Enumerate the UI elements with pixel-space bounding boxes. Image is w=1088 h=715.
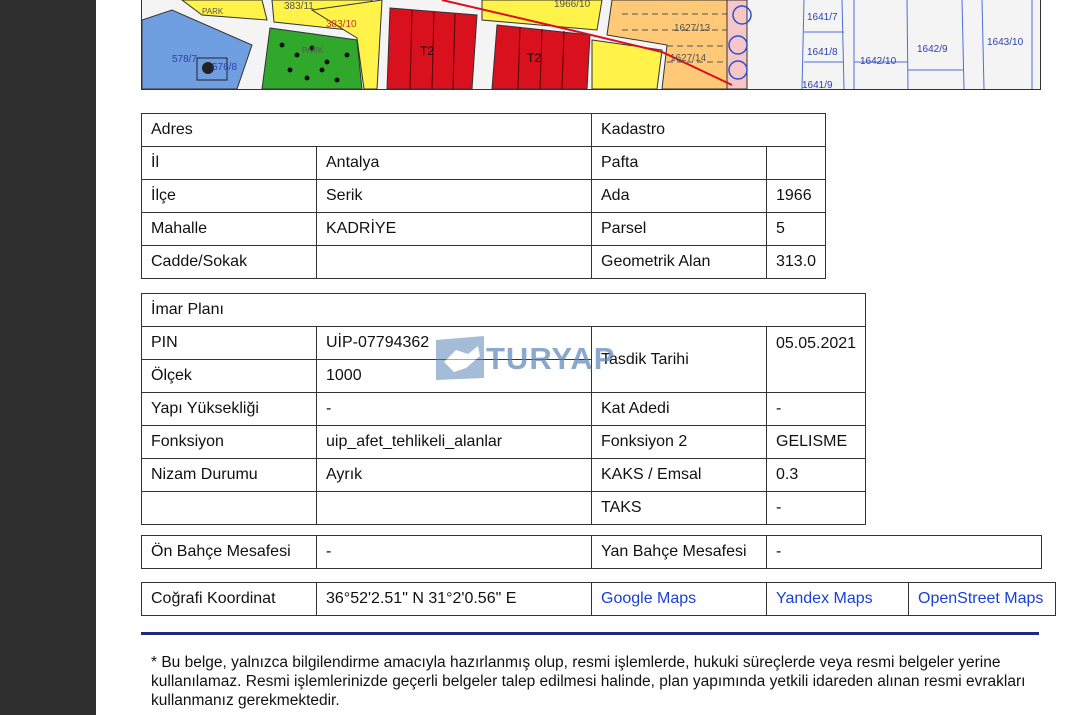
svg-text:1643/10: 1643/10 (987, 37, 1024, 48)
viewer-gutter (0, 0, 96, 715)
svg-text:1627/14: 1627/14 (670, 53, 707, 64)
zoning-header: İmar Planı (142, 294, 866, 327)
parcel-value: 5 (767, 213, 826, 246)
svg-text:PARK: PARK (202, 7, 224, 16)
street-value (317, 246, 592, 279)
order-label: Nizam Durumu (142, 459, 317, 492)
approval-date-value: 05.05.2021 (767, 327, 866, 393)
block-label: Ada (592, 180, 767, 213)
table-row (142, 536, 1042, 569)
svg-text:T2: T2 (527, 51, 542, 65)
coordinates-table (141, 582, 1056, 616)
svg-text:1966/10: 1966/10 (554, 0, 591, 10)
openstreet-maps-link[interactable]: OpenStreet Maps (909, 583, 1056, 616)
parcel-label: Parsel (592, 213, 767, 246)
function-value: uip_afet_tehlikeli_alanlar (317, 426, 592, 459)
approval-date-label: Tasdik Tarihi (592, 327, 767, 393)
district-value: Serik (317, 180, 592, 213)
pin-value: UİP-07794362 (317, 327, 592, 360)
watermark-text: TURYAP (486, 341, 616, 376)
table-row (142, 246, 826, 279)
sheet-label: Pafta (592, 147, 767, 180)
empty-cell (142, 492, 317, 525)
side-setback-label: Yan Bahçe Mesafesi (592, 536, 767, 569)
svg-text:1627/13: 1627/13 (674, 23, 711, 34)
table-row (142, 147, 826, 180)
zoning-plan-table (141, 293, 866, 525)
table-row (142, 180, 826, 213)
svg-text:1641/7: 1641/7 (807, 12, 838, 23)
district-label: İlçe (142, 180, 317, 213)
neighborhood-label: Mahalle (142, 213, 317, 246)
floor-count-value: - (767, 393, 866, 426)
empty-cell (317, 492, 592, 525)
floor-count-label: Kat Adedi (592, 393, 767, 426)
section-divider (141, 632, 1039, 635)
province-label: İl (142, 147, 317, 180)
front-setback-label: Ön Bahçe Mesafesi (142, 536, 317, 569)
svg-text:PARK: PARK (302, 46, 324, 55)
svg-text:576/8: 576/8 (212, 62, 238, 73)
setback-table (141, 535, 1042, 569)
taks-value: - (767, 492, 866, 525)
street-label: Cadde/Sokak (142, 246, 317, 279)
coordinates-label: Coğrafi Koordinat (142, 583, 317, 616)
svg-text:383/11: 383/11 (284, 1, 314, 12)
kaks-label: KAKS / Emsal (592, 459, 767, 492)
front-setback-value: - (317, 536, 592, 569)
svg-text:383/10: 383/10 (326, 19, 357, 30)
taks-label: TAKS (592, 492, 767, 525)
side-setback-value: - (767, 536, 1042, 569)
svg-text:1642/10: 1642/10 (860, 56, 897, 67)
svg-text:1641/9: 1641/9 (802, 80, 833, 89)
yandex-maps-link[interactable]: Yandex Maps (767, 583, 909, 616)
area-label: Geometrik Alan (592, 246, 767, 279)
zoning-map-image (141, 0, 1041, 90)
svg-text:578/7: 578/7 (172, 54, 198, 65)
table-row (142, 459, 866, 492)
table-row (142, 492, 866, 525)
cadastre-header: Kadastro (592, 114, 826, 147)
neighborhood-value: KADRİYE (317, 213, 592, 246)
order-value: Ayrık (317, 459, 592, 492)
svg-text:1642/9: 1642/9 (917, 44, 948, 55)
function2-label: Fonksiyon 2 (592, 426, 767, 459)
block-value: 1966 (767, 180, 826, 213)
function2-value: GELISME (767, 426, 866, 459)
table-row (142, 393, 866, 426)
building-height-label: Yapı Yüksekliği (142, 393, 317, 426)
address-cadastre-table (141, 113, 826, 279)
pin-label: PIN (142, 327, 317, 360)
table-row (142, 583, 1056, 616)
address-header: Adres (142, 114, 592, 147)
coordinates-value: 36°52'2.51" N 31°2'0.56" E (317, 583, 592, 616)
scale-label: Ölçek (142, 360, 317, 393)
google-maps-link[interactable]: Google Maps (592, 583, 767, 616)
building-height-value: - (317, 393, 592, 426)
sheet-value (767, 147, 826, 180)
table-row (142, 426, 866, 459)
svg-text:1641/8: 1641/8 (807, 47, 838, 58)
scale-value: 1000 (317, 360, 592, 393)
kaks-value: 0.3 (767, 459, 866, 492)
area-value: 313.0 (767, 246, 826, 279)
function-label: Fonksiyon (142, 426, 317, 459)
disclaimer-text: * Bu belge, yalnızca bilgilendirme amacıyla hazırlanmış olup, resmi işlemlerde, hukuki süreçlerde veya resmi belgeler yerine kullanılamaz. Resmi işlemlerinizde geçerli belgeler talep edilmesi halinde, plan yapımında yetkili idareden alınan resmi evrakları kullanmanız gerekmektedir. (151, 654, 1026, 709)
table-row (142, 213, 826, 246)
svg-text:T2: T2 (420, 44, 435, 58)
province-value: Antalya (317, 147, 592, 180)
